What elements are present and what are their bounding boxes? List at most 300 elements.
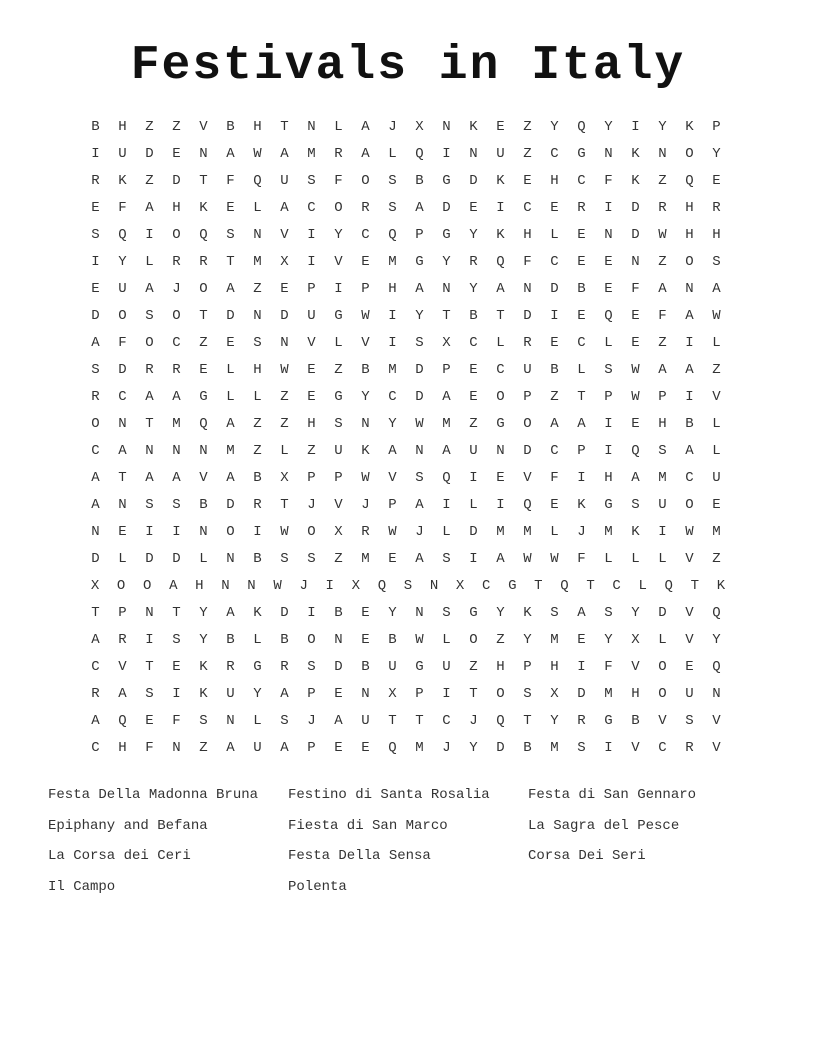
grid-letter: P bbox=[415, 227, 424, 243]
grid-letter: N bbox=[247, 578, 256, 594]
grid-letter: K bbox=[253, 605, 262, 621]
grid-letter: N bbox=[226, 713, 235, 729]
grid-letter: N bbox=[253, 227, 262, 243]
grid-letter: E bbox=[496, 470, 505, 486]
grid-letter: G bbox=[496, 416, 505, 432]
grid-letter: E bbox=[469, 362, 478, 378]
grid-letter: P bbox=[307, 281, 316, 297]
grid-letter: L bbox=[712, 443, 721, 459]
grid-letter: L bbox=[550, 227, 559, 243]
grid-letter: N bbox=[172, 443, 181, 459]
grid-letter: W bbox=[253, 146, 262, 162]
grid-letter: Y bbox=[712, 146, 721, 162]
grid-letter: X bbox=[90, 578, 100, 594]
grid-row bbox=[82, 708, 734, 735]
grid-letter: A bbox=[388, 443, 397, 459]
grid-letter: I bbox=[91, 254, 100, 270]
grid-letter: D bbox=[334, 659, 343, 675]
grid-letter: K bbox=[631, 146, 640, 162]
grid-letter: S bbox=[334, 416, 343, 432]
grid-letter: D bbox=[91, 551, 100, 567]
grid-letter: E bbox=[577, 227, 586, 243]
grid-letter: Y bbox=[469, 281, 478, 297]
grid-letter: C bbox=[172, 335, 181, 351]
grid-letter: D bbox=[442, 200, 451, 216]
grid-letter: A bbox=[226, 470, 235, 486]
grid-row bbox=[82, 465, 734, 492]
grid-letter: Z bbox=[253, 443, 262, 459]
grid-letter: T bbox=[388, 713, 397, 729]
grid-letter: H bbox=[496, 659, 505, 675]
grid-letter: P bbox=[523, 659, 532, 675]
grid-letter: C bbox=[612, 578, 621, 594]
grid-letter: F bbox=[604, 173, 613, 189]
grid-letter: O bbox=[685, 146, 694, 162]
grid-letter: E bbox=[334, 740, 343, 756]
grid-letter: U bbox=[361, 713, 370, 729]
grid-letter: U bbox=[388, 659, 397, 675]
grid-letter: A bbox=[415, 497, 424, 513]
grid-letter: M bbox=[172, 416, 181, 432]
grid-letter: S bbox=[685, 713, 694, 729]
grid-letter: Y bbox=[523, 632, 532, 648]
grid-letter: Y bbox=[253, 686, 262, 702]
grid-letter: S bbox=[415, 470, 424, 486]
grid-letter: E bbox=[631, 335, 640, 351]
grid-letter: Z bbox=[658, 173, 667, 189]
grid-letter: S bbox=[307, 659, 316, 675]
grid-letter: O bbox=[172, 308, 181, 324]
grid-letter: B bbox=[631, 713, 640, 729]
grid-letter: Z bbox=[712, 551, 721, 567]
grid-letter: U bbox=[469, 443, 478, 459]
grid-letter: B bbox=[253, 551, 262, 567]
grid-letter: I bbox=[442, 497, 451, 513]
grid-letter: I bbox=[496, 497, 505, 513]
grid-letter: H bbox=[118, 740, 127, 756]
grid-letter: T bbox=[690, 578, 700, 594]
grid-letter: R bbox=[280, 659, 289, 675]
grid-letter: I bbox=[334, 281, 343, 297]
grid-row bbox=[82, 519, 734, 546]
grid-row bbox=[82, 276, 734, 303]
grid-letter: N bbox=[604, 227, 613, 243]
grid-letter: O bbox=[116, 578, 126, 594]
grid-letter: D bbox=[145, 551, 154, 567]
grid-letter: G bbox=[415, 254, 424, 270]
grid-letter: M bbox=[550, 740, 559, 756]
grid-letter: E bbox=[577, 632, 586, 648]
grid-letter: N bbox=[199, 443, 208, 459]
grid-letter: L bbox=[469, 497, 478, 513]
grid-letter: O bbox=[118, 308, 127, 324]
grid-letter: S bbox=[91, 227, 100, 243]
grid-letter: E bbox=[496, 119, 505, 135]
grid-letter: R bbox=[199, 254, 208, 270]
grid-letter: L bbox=[226, 362, 235, 378]
grid-letter: Z bbox=[523, 146, 532, 162]
grid-letter: I bbox=[496, 200, 505, 216]
grid-letter: J bbox=[577, 524, 586, 540]
grid-letter: T bbox=[586, 578, 595, 594]
grid-row bbox=[82, 627, 734, 654]
grid-letter: B bbox=[91, 119, 100, 135]
grid-letter: J bbox=[469, 713, 478, 729]
grid-letter: T bbox=[577, 389, 586, 405]
grid-letter: W bbox=[415, 416, 424, 432]
grid-letter: P bbox=[658, 389, 667, 405]
grid-letter: A bbox=[577, 605, 586, 621]
grid-letter: T bbox=[145, 659, 154, 675]
grid-letter: Z bbox=[199, 740, 208, 756]
grid-letter: S bbox=[442, 605, 451, 621]
grid-letter: A bbox=[145, 281, 154, 297]
grid-letter: V bbox=[334, 254, 343, 270]
word-search-grid bbox=[82, 114, 734, 762]
grid-letter: C bbox=[550, 146, 559, 162]
grid-letter: Z bbox=[469, 659, 478, 675]
grid-letter: A bbox=[280, 146, 289, 162]
grid-letter: O bbox=[199, 281, 208, 297]
grid-letter: D bbox=[523, 443, 532, 459]
grid-letter: N bbox=[280, 335, 289, 351]
grid-letter: D bbox=[523, 308, 532, 324]
grid-letter: G bbox=[199, 389, 208, 405]
grid-letter: M bbox=[307, 146, 316, 162]
grid-letter: K bbox=[199, 200, 208, 216]
grid-letter: N bbox=[307, 119, 316, 135]
grid-letter: I bbox=[604, 200, 613, 216]
grid-letter: E bbox=[577, 254, 586, 270]
grid-letter: O bbox=[307, 632, 316, 648]
grid-letter: Z bbox=[712, 362, 721, 378]
grid-letter: X bbox=[388, 686, 397, 702]
grid-letter: R bbox=[145, 362, 154, 378]
grid-letter: S bbox=[631, 497, 640, 513]
grid-letter: A bbox=[91, 632, 100, 648]
grid-letter: Y bbox=[604, 632, 613, 648]
grid-letter: G bbox=[442, 227, 451, 243]
grid-letter: H bbox=[253, 119, 262, 135]
grid-letter: H bbox=[658, 416, 667, 432]
grid-letter: D bbox=[550, 281, 559, 297]
grid-letter: V bbox=[685, 632, 694, 648]
grid-letter: S bbox=[253, 335, 262, 351]
grid-letter: H bbox=[550, 659, 559, 675]
grid-letter: E bbox=[307, 389, 316, 405]
grid-letter: Z bbox=[496, 632, 505, 648]
grid-letter: T bbox=[523, 713, 532, 729]
grid-letter: D bbox=[496, 740, 505, 756]
grid-letter: L bbox=[118, 551, 127, 567]
grid-letter: C bbox=[91, 443, 100, 459]
grid-letter: S bbox=[388, 173, 397, 189]
grid-row bbox=[82, 303, 734, 330]
grid-letter: E bbox=[226, 200, 235, 216]
grid-letter: E bbox=[685, 659, 694, 675]
grid-letter: W bbox=[361, 308, 370, 324]
grid-letter: P bbox=[307, 686, 316, 702]
grid-letter: N bbox=[523, 281, 532, 297]
grid-letter: M bbox=[712, 524, 721, 540]
word-list-item: La Corsa dei Ceri bbox=[48, 848, 191, 864]
grid-letter: A bbox=[685, 308, 694, 324]
grid-letter: Z bbox=[658, 335, 667, 351]
grid-letter: F bbox=[577, 551, 586, 567]
grid-letter: Z bbox=[199, 335, 208, 351]
grid-letter: D bbox=[469, 173, 478, 189]
grid-row bbox=[82, 141, 734, 168]
grid-letter: N bbox=[415, 443, 424, 459]
grid-letter: O bbox=[685, 497, 694, 513]
grid-letter: Y bbox=[550, 119, 559, 135]
grid-letter: P bbox=[334, 470, 343, 486]
grid-letter: A bbox=[415, 200, 424, 216]
grid-letter: R bbox=[91, 686, 100, 702]
grid-letter: E bbox=[307, 362, 316, 378]
grid-letter: L bbox=[658, 632, 667, 648]
grid-letter: Q bbox=[664, 578, 673, 594]
grid-letter: K bbox=[577, 497, 586, 513]
grid-letter: Q bbox=[199, 416, 208, 432]
grid-letter: A bbox=[361, 146, 370, 162]
grid-letter: Z bbox=[280, 389, 289, 405]
grid-letter: I bbox=[253, 524, 262, 540]
grid-letter: E bbox=[523, 173, 532, 189]
grid-letter: S bbox=[712, 254, 721, 270]
grid-letter: N bbox=[253, 308, 262, 324]
grid-letter: L bbox=[658, 551, 667, 567]
grid-letter: W bbox=[280, 524, 289, 540]
grid-letter: T bbox=[280, 119, 289, 135]
grid-letter: B bbox=[523, 740, 532, 756]
grid-letter: U bbox=[712, 470, 721, 486]
grid-letter: Q bbox=[685, 173, 694, 189]
grid-letter: L bbox=[638, 578, 647, 594]
grid-letter: E bbox=[334, 686, 343, 702]
grid-letter: T bbox=[226, 254, 235, 270]
grid-letter: A bbox=[226, 740, 235, 756]
grid-letter: N bbox=[442, 119, 451, 135]
grid-letter: A bbox=[631, 470, 640, 486]
grid-letter: J bbox=[307, 497, 316, 513]
grid-row bbox=[82, 735, 734, 762]
grid-letter: X bbox=[550, 686, 559, 702]
grid-letter: N bbox=[118, 416, 127, 432]
grid-letter: K bbox=[631, 524, 640, 540]
grid-letter: I bbox=[388, 308, 397, 324]
grid-letter: G bbox=[469, 605, 478, 621]
grid-letter: Y bbox=[469, 227, 478, 243]
grid-letter: Y bbox=[469, 740, 478, 756]
grid-letter: E bbox=[172, 659, 181, 675]
grid-letter: N bbox=[172, 740, 181, 756]
grid-letter: Z bbox=[334, 551, 343, 567]
grid-letter: B bbox=[577, 281, 586, 297]
grid-letter: A bbox=[118, 686, 127, 702]
grid-letter: O bbox=[91, 416, 100, 432]
grid-letter: A bbox=[169, 578, 178, 594]
grid-letter: V bbox=[280, 227, 289, 243]
grid-letter: O bbox=[658, 686, 667, 702]
grid-letter: U bbox=[523, 362, 532, 378]
grid-letter: J bbox=[299, 578, 308, 594]
grid-letter: S bbox=[442, 551, 451, 567]
grid-letter: A bbox=[577, 416, 586, 432]
grid-letter: E bbox=[91, 281, 100, 297]
grid-row bbox=[82, 384, 734, 411]
grid-letter: D bbox=[415, 362, 424, 378]
grid-letter: N bbox=[415, 605, 424, 621]
grid-letter: S bbox=[145, 308, 154, 324]
grid-letter: T bbox=[415, 713, 424, 729]
grid-row bbox=[82, 438, 734, 465]
grid-letter: P bbox=[388, 497, 397, 513]
grid-letter: E bbox=[361, 605, 370, 621]
grid-letter: B bbox=[469, 308, 478, 324]
word-list-item: Corsa Dei Seri bbox=[528, 848, 646, 864]
grid-letter: Q bbox=[388, 740, 397, 756]
grid-letter: V bbox=[631, 740, 640, 756]
grid-letter: O bbox=[496, 686, 505, 702]
grid-letter: V bbox=[388, 470, 397, 486]
grid-letter: R bbox=[361, 200, 370, 216]
grid-letter: M bbox=[253, 254, 262, 270]
grid-letter: R bbox=[523, 335, 532, 351]
grid-letter: I bbox=[145, 632, 154, 648]
grid-letter: E bbox=[145, 713, 154, 729]
grid-letter: S bbox=[172, 497, 181, 513]
grid-letter: K bbox=[361, 443, 370, 459]
grid-letter: E bbox=[550, 497, 559, 513]
grid-letter: D bbox=[577, 686, 586, 702]
grid-letter: M bbox=[604, 686, 613, 702]
grid-letter: N bbox=[226, 551, 235, 567]
grid-letter: F bbox=[226, 173, 235, 189]
grid-letter: S bbox=[658, 443, 667, 459]
grid-letter: I bbox=[577, 659, 586, 675]
grid-letter: N bbox=[429, 578, 439, 594]
grid-letter: D bbox=[91, 308, 100, 324]
grid-letter: P bbox=[307, 470, 316, 486]
grid-letter: B bbox=[280, 632, 289, 648]
grid-letter: G bbox=[604, 497, 613, 513]
grid-letter: E bbox=[388, 551, 397, 567]
grid-letter: U bbox=[280, 173, 289, 189]
grid-letter: T bbox=[496, 308, 505, 324]
grid-letter: W bbox=[658, 227, 667, 243]
grid-letter: A bbox=[91, 497, 100, 513]
grid-row bbox=[82, 357, 734, 384]
grid-letter: A bbox=[172, 389, 181, 405]
grid-letter: A bbox=[685, 443, 694, 459]
grid-letter: S bbox=[550, 605, 559, 621]
grid-letter: P bbox=[604, 389, 613, 405]
grid-letter: L bbox=[550, 524, 559, 540]
word-list-item: Il Campo bbox=[48, 878, 116, 895]
grid-letter: H bbox=[118, 119, 127, 135]
grid-letter: C bbox=[577, 335, 586, 351]
grid-letter: V bbox=[199, 119, 208, 135]
grid-letter: Y bbox=[631, 605, 640, 621]
word-list-item: Festa di San Gennaro bbox=[528, 787, 697, 803]
grid-letter: S bbox=[226, 227, 235, 243]
grid-letter: A bbox=[442, 443, 451, 459]
word-list-item: Festa Della Madonna Bruna bbox=[48, 787, 259, 803]
grid-letter: R bbox=[334, 146, 343, 162]
grid-letter: P bbox=[523, 389, 532, 405]
grid-letter: F bbox=[118, 200, 127, 216]
grid-letter: B bbox=[226, 119, 235, 135]
grid-letter: J bbox=[442, 740, 451, 756]
grid-letter: I bbox=[631, 119, 640, 135]
grid-letter: B bbox=[226, 632, 235, 648]
grid-letter: G bbox=[334, 389, 343, 405]
grid-letter: N bbox=[145, 605, 154, 621]
grid-row bbox=[82, 330, 734, 357]
grid-row bbox=[82, 114, 734, 141]
grid-letter: E bbox=[550, 200, 559, 216]
grid-letter: Z bbox=[469, 416, 478, 432]
grid-letter: Z bbox=[280, 416, 289, 432]
grid-letter: V bbox=[658, 713, 667, 729]
grid-letter: C bbox=[91, 659, 100, 675]
grid-letter: O bbox=[307, 524, 316, 540]
grid-letter: K bbox=[118, 173, 127, 189]
grid-letter: L bbox=[334, 335, 343, 351]
grid-letter: Q bbox=[496, 254, 505, 270]
grid-row bbox=[82, 411, 734, 438]
grid-letter: H bbox=[604, 470, 613, 486]
grid-letter: J bbox=[415, 524, 424, 540]
grid-letter: Q bbox=[199, 227, 208, 243]
grid-letter: F bbox=[334, 173, 343, 189]
grid-letter: Z bbox=[550, 389, 559, 405]
grid-letter: K bbox=[631, 173, 640, 189]
grid-letter: C bbox=[307, 200, 316, 216]
grid-letter: T bbox=[442, 308, 451, 324]
grid-letter: Y bbox=[415, 308, 424, 324]
grid-letter: X bbox=[455, 578, 465, 594]
grid-letter: Q bbox=[712, 605, 721, 621]
grid-letter: S bbox=[307, 173, 316, 189]
grid-letter: T bbox=[199, 173, 208, 189]
grid-letter: L bbox=[145, 254, 154, 270]
grid-letter: C bbox=[577, 173, 586, 189]
grid-letter: R bbox=[253, 497, 262, 513]
grid-letter: W bbox=[712, 308, 721, 324]
grid-letter: C bbox=[118, 389, 127, 405]
grid-letter: N bbox=[361, 686, 370, 702]
grid-letter: F bbox=[550, 470, 559, 486]
grid-letter: P bbox=[415, 686, 424, 702]
grid-row bbox=[82, 600, 734, 627]
grid-letter: R bbox=[91, 389, 100, 405]
grid-letter: I bbox=[604, 416, 613, 432]
grid-letter: U bbox=[496, 146, 505, 162]
grid-letter: K bbox=[496, 173, 505, 189]
grid-letter: L bbox=[442, 524, 451, 540]
grid-letter: Q bbox=[442, 470, 451, 486]
grid-letter: E bbox=[712, 173, 721, 189]
grid-letter: G bbox=[442, 173, 451, 189]
grid-letter: F bbox=[145, 740, 154, 756]
grid-letter: A bbox=[145, 200, 154, 216]
grid-letter: O bbox=[361, 173, 370, 189]
grid-letter: K bbox=[496, 227, 505, 243]
grid-letter: G bbox=[508, 578, 517, 594]
grid-letter: H bbox=[172, 200, 181, 216]
